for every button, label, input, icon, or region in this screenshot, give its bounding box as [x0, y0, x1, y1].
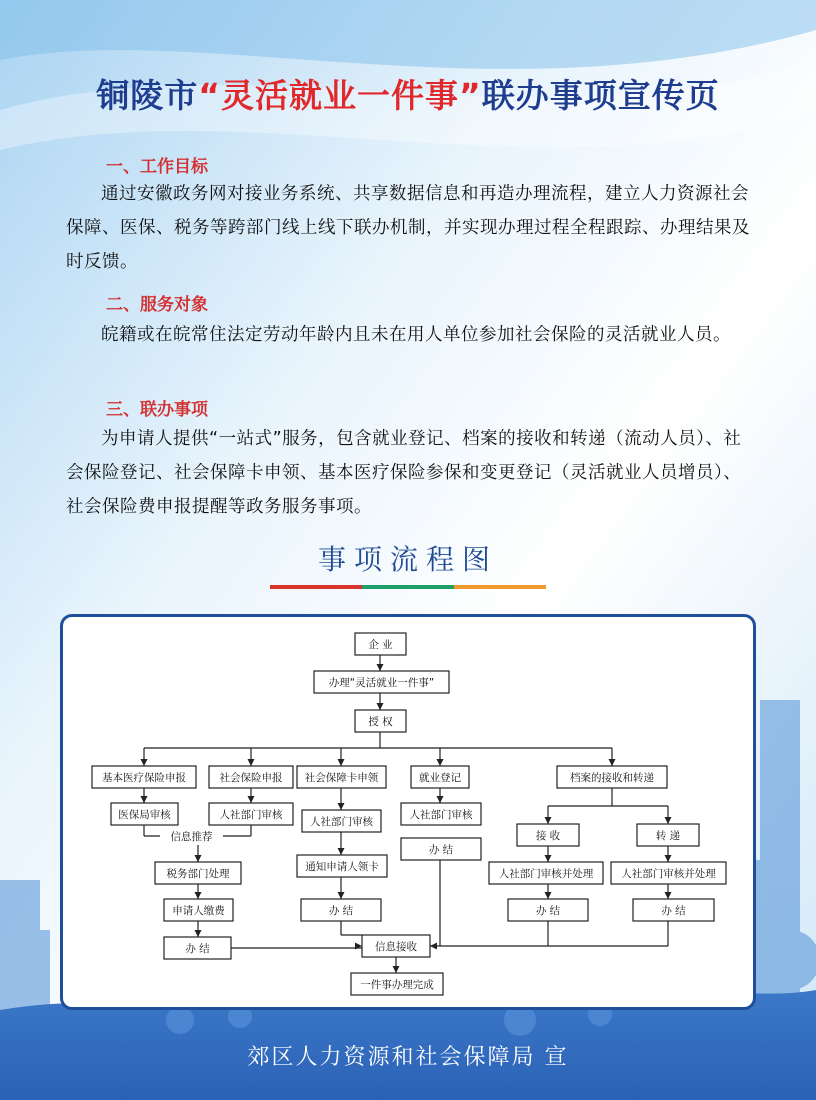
flow-label-transfer: 转 递 — [655, 830, 681, 842]
flowchart — [63, 617, 753, 1007]
arrowhead — [377, 664, 384, 671]
arrowhead — [393, 966, 400, 973]
flow-label-done3: 办 结 — [428, 844, 454, 856]
flow-label-archive: 档案的接收和转递 — [570, 772, 654, 784]
section-heading-items: 三、联办事项 — [106, 400, 208, 420]
section-heading-goal: 一、工作目标 — [106, 157, 208, 177]
flow-label-done1: 办 结 — [185, 943, 210, 955]
arrowhead — [248, 759, 255, 766]
flowchart-title: 事项流程图 — [317, 543, 498, 576]
flowchart-panel — [60, 614, 756, 1010]
title-prefix: 铜陵市 — [96, 76, 199, 115]
ribbon-orange — [454, 585, 546, 589]
flow-label-hrProcess2: 人社部门审核并处理 — [621, 868, 716, 880]
arrowhead — [665, 855, 672, 862]
section-body-items: 为申请人提供“一站式”服务，包含就业登记、档案的接收和转递（流动人员）、社会保险登记、社会保障卡申领、基本医疗保险参保和变更登记（灵活就业人员增员）、社会保险费申报提醒等政务服务事项。 — [66, 429, 742, 517]
section-heading-target: 二、服务对象 — [106, 295, 208, 315]
arrowhead — [195, 855, 202, 862]
flow-label-medReview: 医保局审核 — [118, 809, 171, 821]
arrowhead — [141, 796, 148, 803]
ribbon-red — [270, 585, 362, 589]
arrowhead — [248, 796, 255, 803]
arrowhead — [377, 703, 384, 710]
arrowhead — [195, 930, 202, 937]
flow-label-infoPush: 信息推荐 — [170, 831, 213, 843]
flow-label-done5: 办 结 — [661, 905, 686, 917]
flow-label-hrReview1: 人社部门审核 — [219, 809, 283, 821]
title-suffix: 联办事项宣传页 — [481, 76, 720, 115]
section-body-target: 皖籍或在皖常住法定劳动年龄内且未在用人单位参加社会保险的灵活就业人员。 — [101, 325, 731, 345]
flow-label-taxProcess: 税务部门处理 — [166, 868, 230, 880]
arrowhead — [338, 892, 345, 899]
arrowhead — [437, 796, 444, 803]
arrowhead — [545, 855, 552, 862]
flow-label-complete: 一件事办理完成 — [360, 979, 434, 991]
flow-label-medical: 基本医疗保险申报 — [102, 772, 186, 784]
arrowhead — [665, 817, 672, 824]
flow-label-done2: 办 结 — [328, 905, 354, 917]
arrowhead — [665, 892, 672, 899]
footer-publisher: 郊区人力资源和社会保障局 宣 — [247, 1045, 569, 1070]
flow-label-notify: 通知申请人领卡 — [305, 861, 379, 873]
flow-label-enterprise: 企 业 — [368, 639, 393, 651]
flow-label-done4: 办 结 — [535, 905, 561, 917]
arrowhead — [338, 848, 345, 855]
flow-label-apply: 办理“灵活就业一件事” — [328, 677, 435, 689]
arrowhead — [338, 759, 345, 766]
flow-label-hrReview3: 人社部门审核 — [409, 809, 473, 821]
flow-label-receive: 接 收 — [535, 830, 561, 842]
flow-label-authorize: 授 权 — [368, 716, 393, 728]
arrowhead — [609, 759, 616, 766]
arrowhead — [545, 817, 552, 824]
title-highlight: “灵活就业一件事” — [198, 76, 482, 115]
arrowhead — [141, 759, 148, 766]
arrowhead — [430, 943, 437, 950]
arrowhead — [195, 892, 202, 899]
ribbon-green — [362, 585, 454, 589]
arrowhead — [545, 892, 552, 899]
flow-label-card: 社会保障卡申领 — [304, 772, 379, 784]
flow-label-hrReview2: 人社部门审核 — [310, 816, 373, 828]
arrowhead — [338, 803, 345, 810]
flow-label-pay: 申请人缴费 — [172, 905, 225, 917]
flow-label-social: 社会保险申报 — [219, 772, 283, 784]
page-title — [0, 70, 816, 117]
flow-label-infoReceive: 信息接收 — [375, 941, 417, 953]
arrowhead — [437, 759, 444, 766]
flow-label-employment: 就业登记 — [419, 772, 461, 784]
section-body-goal: 通过安徽政务网对接业务系统、共享数据信息和再造办理流程，建立人力资源社会保障、医保、税务等跨部门线上线下联办机制，并实现办理过程全程跟踪、办理结果及时反馈。 — [66, 184, 750, 272]
flow-label-hrProcess1: 人社部门审核并处理 — [498, 868, 594, 880]
